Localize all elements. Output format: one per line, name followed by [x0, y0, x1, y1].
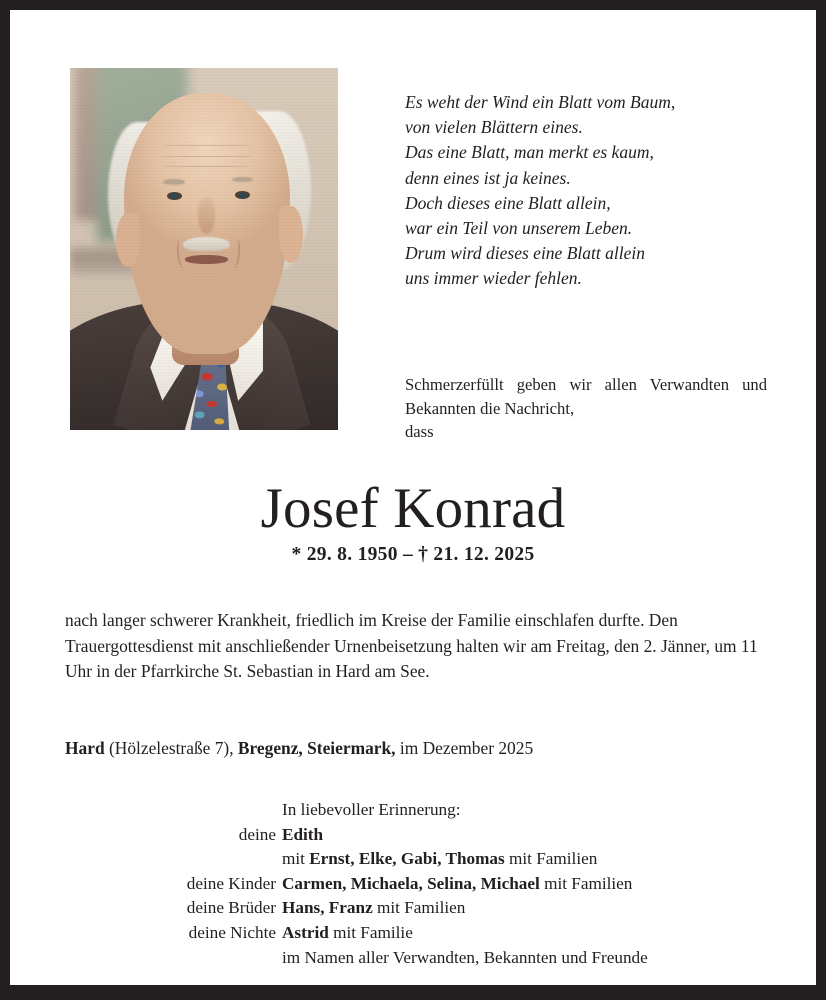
mourner-name-bold: Edith [282, 824, 324, 844]
place-and-date-line [65, 736, 765, 761]
mourner-relation-label: deine Brüder [186, 898, 276, 918]
mourners-closing-row [10, 946, 816, 971]
top-section [10, 10, 816, 441]
mourner-names [282, 823, 323, 848]
mourners-heading: In liebevoller Erinnerung: [282, 800, 461, 819]
mourners-closing: im Namen aller Verwandten, Bekannten und Freunde [282, 947, 648, 967]
mourner-name-bold: Ernst, Elke, Gabi, Thomas [309, 849, 505, 869]
memorial-poem [405, 90, 765, 292]
place-month: im Dezember 2025 [395, 738, 534, 758]
mourner-names [282, 896, 465, 921]
mourner-name-suffix: mit Familien [372, 898, 466, 918]
place-address: (Hölzelestraße 7), [104, 738, 238, 758]
poem-line: war ein Teil von unserem Leben. [405, 218, 633, 239]
poem-line: Es weht der Wind ein Blatt vom Baum, [405, 92, 676, 112]
poem-line: Drum wird dieses eine Blatt allein [405, 243, 645, 264]
announcement-last-line: dass [405, 422, 434, 441]
mourner-name-bold: Astrid [282, 922, 329, 942]
mourners-heading-row [10, 798, 816, 823]
mourner-relation-label: deine Kinder [186, 873, 276, 893]
mourner-name-suffix: mit Familien [539, 873, 633, 893]
mourner-name-bold: Carmen, Michaela, Selina, Michael [282, 873, 540, 893]
announcement-intro [405, 373, 767, 444]
mourner-row [10, 921, 816, 946]
mourner-name-suffix: mit Familie [328, 922, 413, 942]
place-primary: Hard [65, 738, 105, 758]
mourners-block [10, 798, 816, 970]
portrait-photo [70, 68, 338, 430]
photo-moustache [183, 237, 230, 251]
mourner-row [10, 847, 816, 872]
photo-eye-right [235, 191, 250, 199]
deceased-name: Josef Konrad [260, 477, 566, 540]
announcement-text: Schmerzerfüllt geben wir allen Verwandten und Bekannten die Nachricht, [405, 375, 767, 418]
place-secondary: Bregenz, Steiermark, [237, 738, 396, 758]
mourner-row [10, 823, 816, 848]
photo-mouth [185, 255, 228, 264]
mourner-relation-label: deine Nichte [188, 922, 276, 942]
mourner-names [282, 872, 632, 897]
photo-eye-left [167, 192, 182, 200]
mourner-name-bold: Hans, Franz [282, 898, 373, 918]
mourner-names [282, 921, 413, 946]
photo-head [124, 93, 290, 354]
mourner-name-suffix: mit Familien [504, 849, 598, 869]
mourner-row [10, 872, 816, 897]
photo-nose [198, 198, 215, 234]
photo-ear-left [116, 213, 140, 267]
poem-line: uns immer wieder fehlen. [405, 268, 582, 289]
card-inner-white-area [10, 10, 816, 985]
body-paragraph: nach langer schwerer Krankheit, friedlich im Kreise der Familie einschlafen durfte. Den Trauergottesdienst mit anschließender Urnenbeisetzung halten wir am Freitag, den 2. Jänner, um 11 Uhr in der Pfarrkirche St. Sebastian in Hard am See. [65, 610, 758, 682]
life-dates: * 29. 8. 1950 – † 21. 12. 2025 [291, 544, 535, 565]
poem-line: denn eines ist ja keines. [405, 167, 571, 188]
mourner-row [10, 896, 816, 921]
mourner-name-prefix: mit [282, 849, 310, 869]
poem-line: Das eine Blatt, man merkt es kaum, [405, 142, 654, 163]
poem-line: von vielen Blättern eines. [405, 117, 583, 138]
mourner-relation-label: deine [238, 824, 276, 844]
name-block [10, 478, 816, 566]
mourner-names [282, 847, 597, 872]
poem-line: Doch dieses eine Blatt allein, [405, 192, 611, 213]
